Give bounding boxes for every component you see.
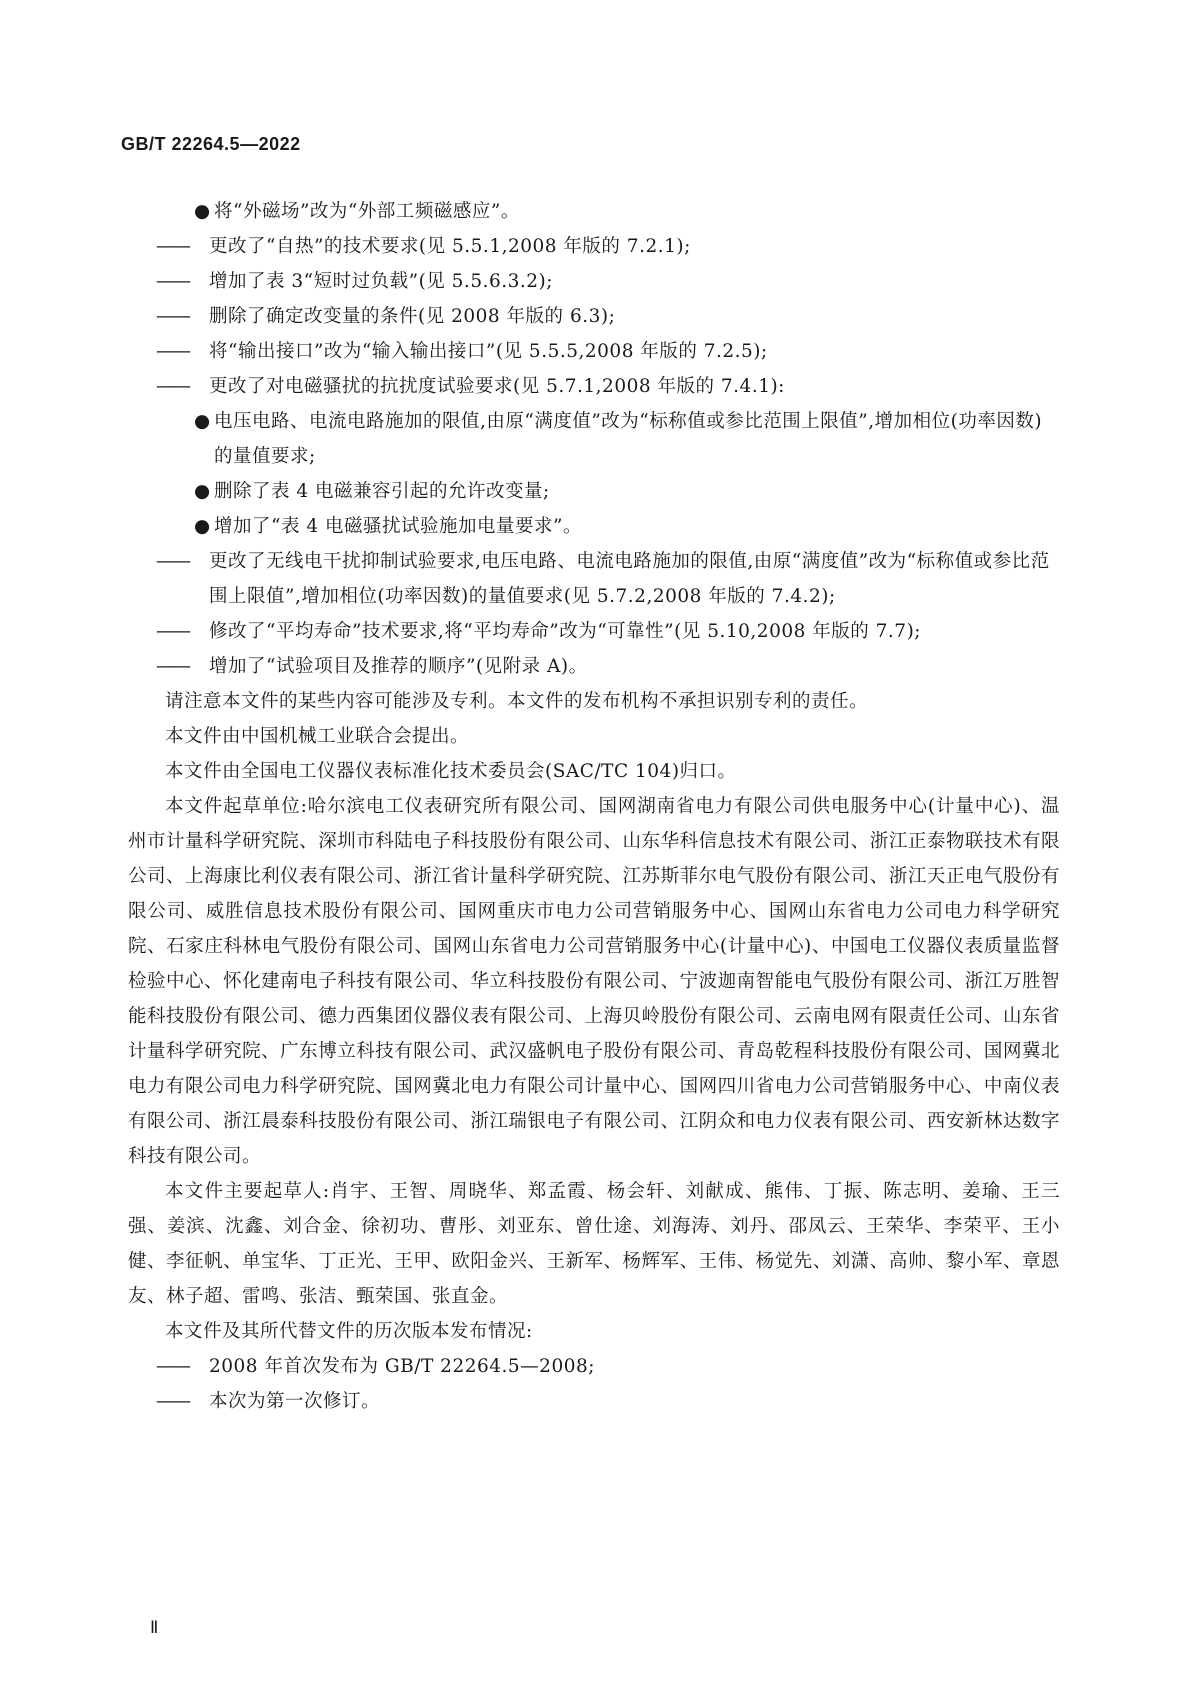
sub-bullet-text: 增加了“表 4 电磁骚扰试验施加电量要求”。 — [214, 516, 582, 537]
sub-bullet-text: 删除了表 4 电磁兼容引起的允许改变量; — [214, 481, 550, 502]
history-item — [128, 1384, 1060, 1419]
history-intro: 本文件及其所代替文件的历次版本发布情况: — [165, 1321, 533, 1342]
change-item — [128, 299, 1060, 334]
bullet-text: 将“外磁场”改为“外部工频磁感应”。 — [214, 201, 520, 222]
drafting-units: 本文件起草单位:哈尔滨电工仪表研究所有限公司、国网湖南省电力有限公司供电服务中心(计量中心)、温州市计量科学研究院、深圳市科陆电子科技股份有限公司、山东华科信息技术有限公司、浙江正泰物联技术有限公司、上海康比利仪表有限公司、浙江省计量科学研究院、江苏斯菲尔电气股份有限公司、浙江天正电气股份有限公司、威胜信息技术股份有限公司、国网重庆市电力公司营销服务中心、国网山东省电力公司电力科学研究院、石家庄科林电气股份有限公司、国网山东省电力公司营销服务中心(计量中心)、中国电工仪器仪表质量监督检验中心、怀化建南电子科技有限公司、华立科技股份有限公司、宁波迦南智能电气股份有限公司、浙江万胜智能科技股份有限公司、德力西集团仪器仪表有限公司、上海贝岭股份有限公司、云南电网有限责任公司、山东省计量科学研究院、广东博立科技有限公司、武汉盛帆电子股份有限公司、青岛乾程科技股份有限公司、国网冀北电力有限公司电力科学研究院、国网冀北电力有限公司计量中心、国网四川省电力公司营销服务中心、中南仪表有限公司、浙江晨泰科技股份有限公司、浙江瑞银电子有限公司、江阴众和电力仪表有限公司、西安新林达数字科技有限公司。 — [128, 796, 1060, 1167]
change-text: 将“输出接口”改为“输入输出接口”(见 5.5.5,2008 年版的 7.2.5); — [209, 341, 768, 362]
page-number: Ⅱ — [150, 1618, 159, 1637]
dash-icon: —— — [156, 656, 189, 677]
change-item — [128, 614, 1060, 649]
change-text: 增加了表 3“短时过负载”(见 5.5.6.3.2); — [209, 271, 553, 292]
sub-bullet-item — [128, 474, 1060, 509]
dash-icon: —— — [156, 1356, 189, 1377]
change-text: 增加了“试验项目及推荐的顺序”(见附录 A)。 — [209, 656, 588, 677]
change-item — [128, 369, 1060, 404]
dash-icon: —— — [156, 236, 189, 257]
proposed-by: 本文件由中国机械工业联合会提出。 — [165, 726, 470, 747]
change-text: 更改了无线电干扰抑制试验要求,电压电路、电流电路施加的限值,由原“满度值”改为“标称值或参比范围上限值”,增加相位(功率因数)的量值要求(见 5.7.2,2008 年版的 7.4.2); — [209, 551, 1050, 607]
change-text: 删除了确定改变量的条件(见 2008 年版的 6.3); — [209, 306, 616, 327]
change-text: 修改了“平均寿命”技术要求,将“平均寿命”改为“可靠性”(见 5.10,2008 年版的 7.7); — [209, 621, 922, 642]
dash-icon: —— — [156, 551, 189, 572]
sub-bullet-item — [128, 404, 1060, 474]
bullet-icon: ● — [194, 516, 211, 537]
bullet-icon: ● — [194, 411, 211, 432]
document-body — [128, 194, 1060, 1419]
sub-bullet-item — [128, 509, 1060, 544]
history-text: 本次为第一次修订。 — [209, 1391, 381, 1412]
dash-icon: —— — [156, 1391, 189, 1412]
change-item — [128, 649, 1060, 684]
dash-icon: —— — [156, 621, 189, 642]
dash-icon: —— — [156, 376, 189, 397]
centralized-by: 本文件由全国电工仪器仪表标准化技术委员会(SAC/TC 104)归口。 — [165, 761, 737, 782]
patent-notice: 请注意本文件的某些内容可能涉及专利。本文件的发布机构不承担识别专利的责任。 — [165, 691, 869, 712]
change-item — [128, 264, 1060, 299]
bullet-icon: ● — [194, 201, 211, 222]
history-text: 2008 年首次发布为 GB/T 22264.5—2008; — [209, 1356, 595, 1377]
main-drafters: 本文件主要起草人:肖宇、王智、周晓华、郑孟霞、杨会轩、刘献成、熊伟、丁振、陈志明、姜瑜、王三强、姜滨、沈鑫、刘合金、徐初功、曹彤、刘亚东、曾仕途、刘海涛、刘丹、邵凤云、王荣华、李荣平、王小健、李征帆、单宝华、丁正光、王甲、欧阳金兴、王新军、杨辉军、王伟、杨觉先、刘潇、高帅、黎小军、章恩友、林子超、雷鸣、张洁、甄荣国、张直金。 — [128, 1181, 1060, 1307]
bullet-icon: ● — [194, 481, 211, 502]
change-text: 更改了对电磁骚扰的抗扰度试验要求(见 5.7.1,2008 年版的 7.4.1): — [209, 376, 785, 397]
history-item — [128, 1349, 1060, 1384]
sub-bullet-text: 电压电路、电流电路施加的限值,由原“满度值”改为“标称值或参比范围上限值”,增加相位(功率因数)的量值要求; — [214, 411, 1043, 467]
change-item — [128, 544, 1060, 614]
dash-icon: —— — [156, 271, 189, 292]
change-item — [128, 334, 1060, 369]
document-header: GB/T 22264.5—2022 — [121, 134, 301, 154]
bullet-item — [128, 194, 1060, 229]
change-item — [128, 229, 1060, 264]
dash-icon: —— — [156, 306, 189, 327]
dash-icon: —— — [156, 341, 189, 362]
change-text: 更改了“自热”的技术要求(见 5.5.1,2008 年版的 7.2.1); — [209, 236, 691, 257]
